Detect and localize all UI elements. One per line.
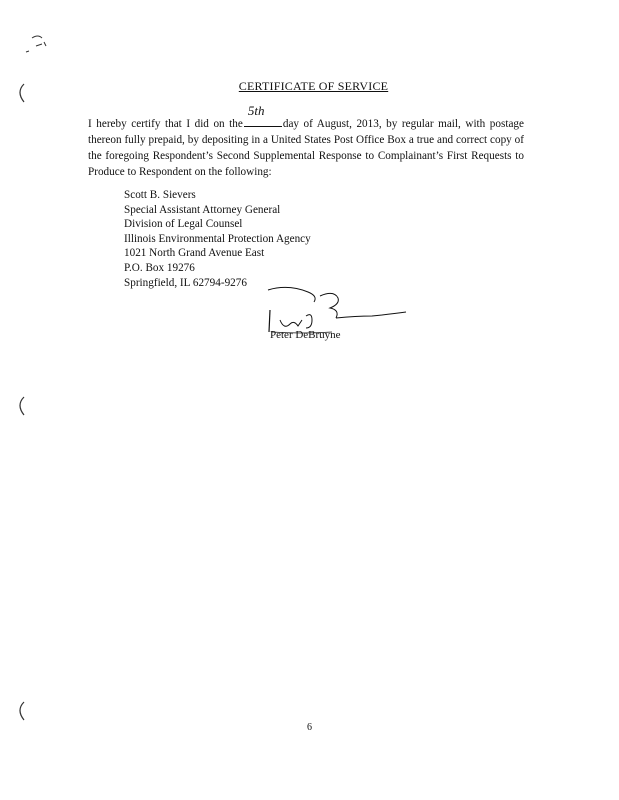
paragraph-part-2: day of August, 2013, by regular mail, with postage thereon fully prepaid, by depositing in a United States Post Office Box a true and correct copy of the foregoing Respondent’s Second Supplemental Response to Complainant’s First Requests to Produce to Respondent on the following: <box>88 118 524 178</box>
recipient-address-block <box>124 188 311 290</box>
address-line: Springfield, IL 62794-9276 <box>124 276 247 289</box>
paragraph-part-1: I hereby certify that I did on the <box>88 118 243 130</box>
address-line: Special Assistant Attorney General <box>124 203 281 216</box>
certification-paragraph <box>88 103 524 180</box>
address-line: P.O. Box 19276 <box>124 261 195 274</box>
address-line: Illinois Environmental Protection Agency <box>124 232 311 245</box>
day-blank <box>244 103 282 127</box>
hole-punch-mark-3 <box>14 700 28 722</box>
address-line: Scott B. Sievers <box>124 189 196 201</box>
handwritten-day: 5th <box>247 103 265 118</box>
address-line: Division of Legal Counsel <box>124 218 243 231</box>
address-line: 1021 North Grand Avenue East <box>124 247 265 260</box>
hole-punch-mark-2 <box>14 395 28 417</box>
certificate-title: CERTIFICATE OF SERVICE <box>238 79 389 93</box>
signer-name: Peter DeBruyne <box>270 329 341 341</box>
scan-artifact-top <box>14 28 64 68</box>
page-number: 6 <box>307 722 312 733</box>
